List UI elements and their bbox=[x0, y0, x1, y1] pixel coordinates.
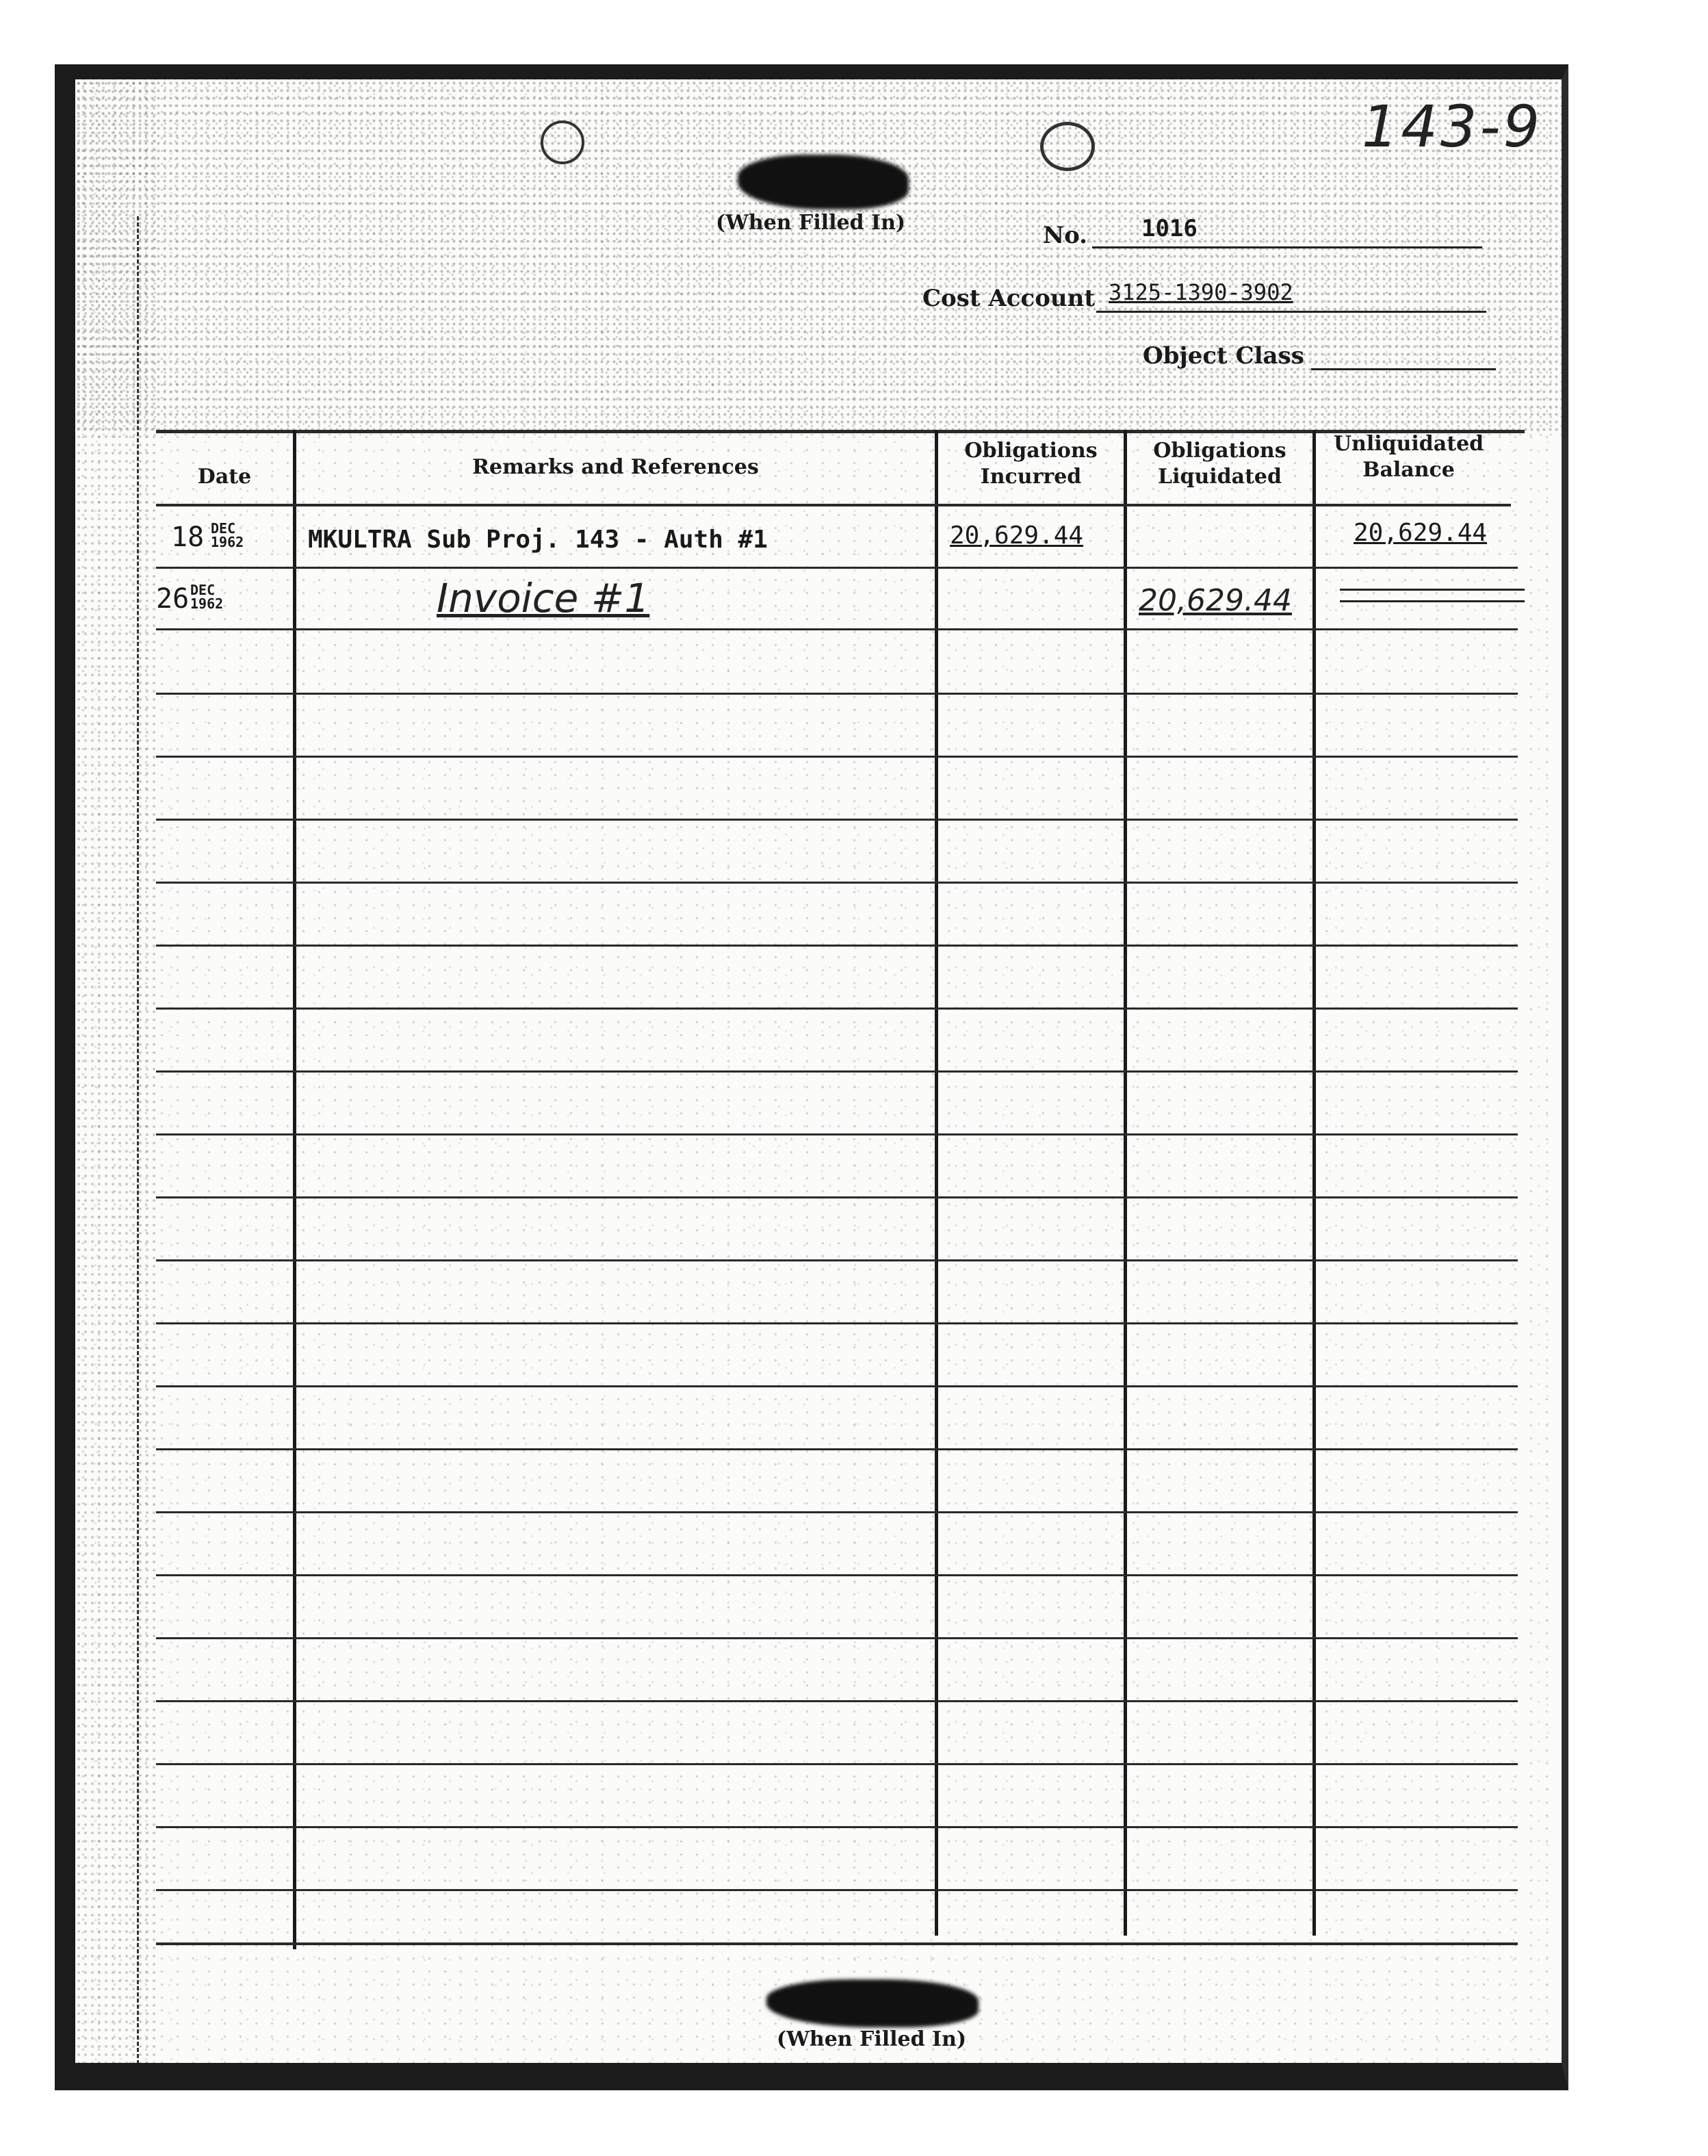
row1-month: DEC bbox=[211, 520, 236, 537]
colhead-incurred-line1: Obligations bbox=[964, 439, 1098, 463]
row2-liquidated-handwritten: 20,629.44 bbox=[1139, 583, 1292, 618]
no-value: 1016 bbox=[1141, 215, 1198, 242]
colhead-remarks-label: Remarks and References bbox=[472, 455, 759, 479]
colhead-balance-line2: Balance bbox=[1362, 458, 1455, 482]
col-divider-incurred bbox=[1124, 430, 1127, 1936]
row2-month: DEC bbox=[190, 582, 216, 598]
row1-year: 1962 bbox=[211, 534, 244, 550]
col-divider-date bbox=[293, 430, 296, 1949]
row1-date bbox=[171, 522, 287, 556]
ledger-sheet bbox=[55, 64, 1568, 2090]
ledger-table bbox=[156, 430, 1568, 2030]
left-edge-scan-noise bbox=[75, 79, 157, 2063]
colhead-liquidated bbox=[1127, 438, 1312, 490]
col-divider-remarks bbox=[935, 430, 938, 1936]
row2-day: 26 bbox=[156, 583, 190, 615]
colhead-incurred bbox=[938, 438, 1124, 490]
object-class-field-line bbox=[1311, 368, 1496, 370]
row1-remarks: MKULTRA Sub Proj. 143 - Auth #1 bbox=[308, 526, 768, 554]
cost-account-field-line bbox=[1096, 311, 1486, 313]
bottom-dashed-border bbox=[137, 2064, 1560, 2066]
classification-label-bottom: (When Filled In) bbox=[777, 2027, 967, 2051]
colhead-date bbox=[156, 464, 293, 490]
colhead-remarks bbox=[296, 454, 935, 480]
col-divider-liquidated bbox=[1312, 430, 1316, 1936]
colhead-date-label: Date bbox=[197, 465, 252, 489]
cost-account-value: 3125-1390-3902 bbox=[1109, 279, 1293, 305]
cost-account-label: Cost Account bbox=[922, 285, 1096, 312]
object-class-label: Object Class bbox=[1143, 342, 1304, 370]
redaction-top bbox=[738, 155, 909, 209]
left-dashed-border bbox=[137, 216, 139, 2064]
circle-mark-right bbox=[1040, 122, 1095, 171]
row1-incurred: 20,629.44 bbox=[950, 522, 1084, 550]
row1-day: 18 bbox=[171, 522, 205, 553]
handwritten-ref-number: 143-9 bbox=[1362, 93, 1543, 160]
colhead-balance-line1: Unliquidated bbox=[1333, 432, 1484, 456]
row2-year: 1962 bbox=[190, 595, 224, 612]
redaction-bottom bbox=[766, 1979, 979, 2027]
colhead-liquidated-line2: Liquidated bbox=[1157, 465, 1282, 489]
classification-label-top: (When Filled In) bbox=[716, 211, 906, 235]
no-field-line bbox=[1092, 246, 1482, 248]
colhead-incurred-line2: Incurred bbox=[980, 465, 1082, 489]
colhead-balance bbox=[1316, 431, 1501, 483]
balance-double-rule bbox=[1340, 589, 1525, 602]
row1-balance: 20,629.44 bbox=[1354, 519, 1488, 547]
colhead-liquidated-line1: Obligations bbox=[1153, 439, 1286, 463]
header-bottom-rule bbox=[156, 504, 1511, 506]
header-scan-noise bbox=[75, 79, 1562, 435]
circle-mark-left bbox=[541, 120, 584, 164]
no-label: No. bbox=[1043, 222, 1087, 249]
row2-remarks-handwritten: Invoice #1 bbox=[437, 575, 650, 621]
row2-date bbox=[156, 583, 293, 617]
